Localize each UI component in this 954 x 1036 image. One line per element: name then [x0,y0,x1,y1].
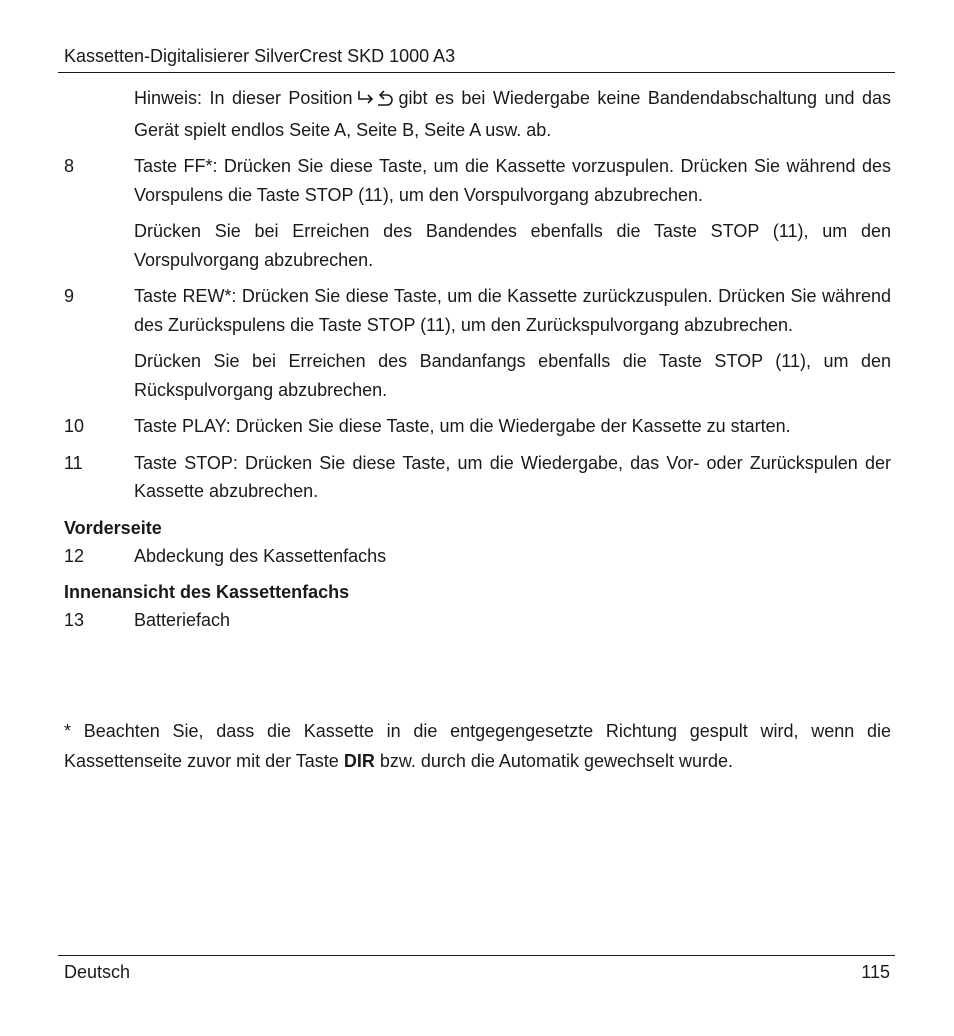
list-item-8-continued [64,217,891,274]
item-text: Taste FF*: Drücken Sie diese Taste, um die Kassette vorzuspulen. Drücken Sie während des Vorspulens die Taste STOP (11), um den Vorspulvorgang abzubrechen. [134,156,891,205]
item-number: 8 [64,156,75,176]
page-content [64,84,891,635]
hint-text-start: Hinweis: In dieser Position [134,88,353,108]
footnote-text-end: bzw. durch die Automatik gewechselt wurde. [379,751,734,771]
list-item-9-continued [64,347,891,404]
item-text: Taste PLAY: Drücken Sie diese Taste, um die Wiedergabe der Kassette zu starten. [134,416,791,436]
page-header-title: Kassetten-Digitalisierer SilverCrest SKD 1000 A3 [64,46,456,66]
list-item-9 [64,282,891,339]
item-number: 12 [64,545,85,566]
footer-language: Deutsch [64,962,131,982]
page-number: 115 [861,962,890,982]
item-text: Taste REW*: Drücken Sie diese Taste, um die Kassette zurückzuspulen. Drücken Sie während des Zurückspulens die Taste STOP (11), um den Zurückspulvorgang abzubrechen. [134,286,891,335]
item-number: 13 [64,610,85,630]
footer-rule [58,955,895,956]
footnote [64,716,891,776]
footnote-dir-key: DIR [343,751,375,771]
item-text: Abdeckung des Kassettenfachs [134,545,387,566]
item-text: Drücken Sie bei Erreichen des Bandanfangs ebenfalls die Taste STOP (11), um den Rückspulvorgang abzubrechen. [134,351,891,400]
footnote-text-start: * Beachten Sie, dass die Kassette in die entgegengesetzte Richtung gespult wird, wenn die Kassettenseite zuvor mit der Taste [64,721,891,771]
section-heading-front: Vorderseite [64,517,162,538]
repeat-arrows-icon [356,87,394,116]
section-heading-inner: Innenansicht des Kassettenfachs [64,582,350,602]
hint-text-end: gibt es bei Wiedergabe keine Bandendabschaltung und das Gerät spielt endlos Seite A, Seite B, Seite A usw. ab. [134,88,891,140]
item-number: 9 [64,286,75,306]
list-item-11 [64,449,891,506]
item-text: Taste STOP: Drücken Sie diese Taste, um die Wiedergabe, das Vor- oder Zurückspulen der Kassette abzubrechen. [134,452,891,501]
list-item-12 [64,542,891,571]
item-number: 11 [64,452,83,473]
item-number: 10 [64,416,85,436]
list-item-13 [64,606,891,635]
list-item-10 [64,412,891,441]
list-item-8 [64,152,891,209]
item-text: Batteriefach [134,610,231,630]
header-rule [58,72,895,73]
item-text: Drücken Sie bei Erreichen des Bandendes ebenfalls die Taste STOP (11), um den Vorspulvorgang abzubrechen. [134,221,891,270]
hint-paragraph [64,84,891,144]
